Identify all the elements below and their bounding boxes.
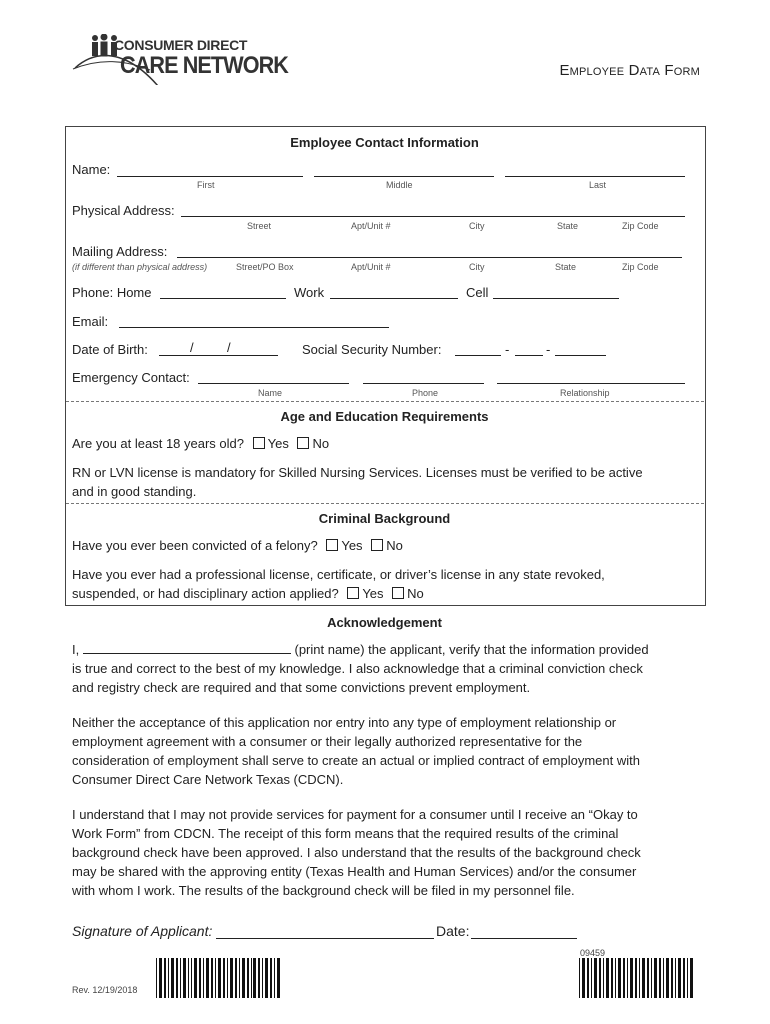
barcode-right xyxy=(579,958,695,998)
mailing-note: (if different than physical address) xyxy=(72,262,208,272)
work-phone-field[interactable] xyxy=(330,298,458,299)
ack-line: (print name) the applicant, verify that the information provided xyxy=(294,642,649,657)
emergency-phone-field[interactable] xyxy=(363,383,484,384)
mailing-address-field[interactable] xyxy=(177,257,682,258)
street-po-caption: Street/PO Box xyxy=(236,262,294,272)
apt-caption: Apt/Unit # xyxy=(351,221,391,231)
age-question-text: Are you at least 18 years old? xyxy=(72,436,244,451)
ack-line: employment agreement with a consumer or their legally authorized representative for the xyxy=(72,734,583,749)
license-revoked-question xyxy=(72,565,605,603)
print-name-field[interactable] xyxy=(83,641,291,654)
dob-slash: / xyxy=(227,340,231,355)
state-caption: State xyxy=(557,221,579,231)
middle-name-field[interactable] xyxy=(314,176,494,177)
license-revoked-line: Have you ever had a professional license, certificate, or driver’s license in any state revoked, xyxy=(72,567,605,582)
age-no-checkbox[interactable] xyxy=(297,437,309,449)
ack-line: may be shared with the approving entity (Texas Health and Human Services) and/or the consumer xyxy=(72,864,637,879)
form-box xyxy=(65,126,706,606)
ack-line: I understand that I may not provide services for payment for a consumer until I receive an “Okay to xyxy=(72,807,638,822)
zip-caption: Zip Code xyxy=(622,262,659,272)
first-caption: First xyxy=(197,180,215,190)
signature-field[interactable] xyxy=(216,938,434,939)
first-name-field[interactable] xyxy=(117,176,303,177)
felony-yes-label: Yes xyxy=(341,538,363,553)
logo-line1: CONSUMER DIRECT xyxy=(114,37,248,53)
ack-line: consideration of employment shall serve to create an actual or implied contract of employment with xyxy=(72,753,640,768)
city-caption: City xyxy=(469,262,485,272)
logo-line2: CARE NETWORK xyxy=(120,52,288,79)
section-divider xyxy=(66,503,704,504)
ack-paragraph-3 xyxy=(72,805,641,900)
email-label: Email: xyxy=(72,314,109,329)
home-phone-label: Phone: Home xyxy=(72,285,152,300)
license-no-checkbox[interactable] xyxy=(392,587,404,599)
work-phone-label: Work xyxy=(294,285,325,300)
dob-label: Date of Birth: xyxy=(72,342,148,357)
license-revoked-line: suspended, or had disciplinary action applied? xyxy=(72,586,339,601)
ack-line: and registry check are required and that some convictions prevent employment. xyxy=(72,680,531,695)
license-requirement-line: and in good standing. xyxy=(72,484,197,499)
physical-address-label: Physical Address: xyxy=(72,203,175,218)
age-yes-checkbox[interactable] xyxy=(253,437,265,449)
company-logo xyxy=(70,30,288,90)
ec-phone-caption: Phone xyxy=(412,388,439,398)
age-question xyxy=(72,434,329,453)
ssn-part3-field[interactable] xyxy=(555,355,606,356)
age-education-header: Age and Education Requirements xyxy=(280,409,489,424)
ack-line: Neither the acceptance of this application nor entry into any type of employment relationship or xyxy=(72,715,617,730)
felony-yes-checkbox[interactable] xyxy=(326,539,338,551)
license-requirement-text xyxy=(72,463,643,501)
ack-i: I, xyxy=(72,642,80,657)
last-name-field[interactable] xyxy=(505,176,685,177)
ssn-dash: - xyxy=(505,342,510,357)
city-caption: City xyxy=(469,221,485,231)
date-field[interactable] xyxy=(471,938,577,939)
contact-section-header: Employee Contact Information xyxy=(290,135,479,150)
felony-question xyxy=(72,536,403,555)
ack-line: Consumer Direct Care Network Texas (CDCN). xyxy=(72,772,344,787)
barcode-left xyxy=(156,958,282,998)
revision-date: Rev. 12/19/2018 xyxy=(72,985,138,995)
middle-caption: Middle xyxy=(386,180,413,190)
acknowledgement-header: Acknowledgement xyxy=(327,615,442,630)
felony-no-label: No xyxy=(386,538,403,553)
cell-phone-label: Cell xyxy=(466,285,489,300)
ec-relationship-caption: Relationship xyxy=(560,388,610,398)
form-title: Employee Data Form xyxy=(559,62,700,79)
ack-line: with whom I work. The results of the background check will be filed in my personnel file. xyxy=(72,883,575,898)
license-yes-label: Yes xyxy=(362,586,384,601)
age-no-label: No xyxy=(312,436,330,451)
felony-question-text: Have you ever been convicted of a felony? xyxy=(72,538,318,553)
ssn-part1-field[interactable] xyxy=(455,355,501,356)
state-caption: State xyxy=(555,262,577,272)
apt-caption: Apt/Unit # xyxy=(351,262,391,272)
emergency-relationship-field[interactable] xyxy=(497,383,685,384)
criminal-background-header: Criminal Background xyxy=(318,511,451,526)
license-requirement-line: RN or LVN license is mandatory for Skilled Nursing Services. Licenses must be verified to be active xyxy=(72,465,643,480)
dob-field[interactable] xyxy=(159,355,278,356)
ssn-dash: - xyxy=(546,342,551,357)
form-number: 09459 xyxy=(580,948,606,958)
name-label: Name: xyxy=(72,162,111,177)
section-divider xyxy=(66,401,704,402)
ack-line: Work Form” from CDCN. The receipt of this form means that the required results of the criminal xyxy=(72,826,619,841)
email-field[interactable] xyxy=(119,327,389,328)
emergency-name-field[interactable] xyxy=(198,383,349,384)
felony-no-checkbox[interactable] xyxy=(371,539,383,551)
license-no-label: No xyxy=(407,586,424,601)
signature-label: Signature of Applicant: xyxy=(72,923,213,939)
street-caption: Street xyxy=(247,221,272,231)
ack-line: background check have been approved. I also understand that the results of the background check xyxy=(72,845,641,860)
physical-address-field[interactable] xyxy=(181,216,685,217)
emergency-contact-label: Emergency Contact: xyxy=(72,370,190,385)
date-label: Date: xyxy=(436,923,470,939)
age-yes-label: Yes xyxy=(267,436,289,451)
dob-slash: / xyxy=(190,340,194,355)
zip-caption: Zip Code xyxy=(622,221,659,231)
last-caption: Last xyxy=(589,180,607,190)
ack-paragraph-1 xyxy=(72,640,712,697)
ssn-part2-field[interactable] xyxy=(515,355,543,356)
home-phone-field[interactable] xyxy=(160,298,286,299)
mailing-address-label: Mailing Address: xyxy=(72,244,168,259)
ack-paragraph-2 xyxy=(72,713,640,789)
license-yes-checkbox[interactable] xyxy=(347,587,359,599)
cell-phone-field[interactable] xyxy=(493,298,619,299)
ec-name-caption: Name xyxy=(258,388,283,398)
ack-line: is true and correct to the best of my knowledge. I also acknowledge that a criminal conviction check xyxy=(72,661,643,676)
ssn-label: Social Security Number: xyxy=(302,342,442,357)
